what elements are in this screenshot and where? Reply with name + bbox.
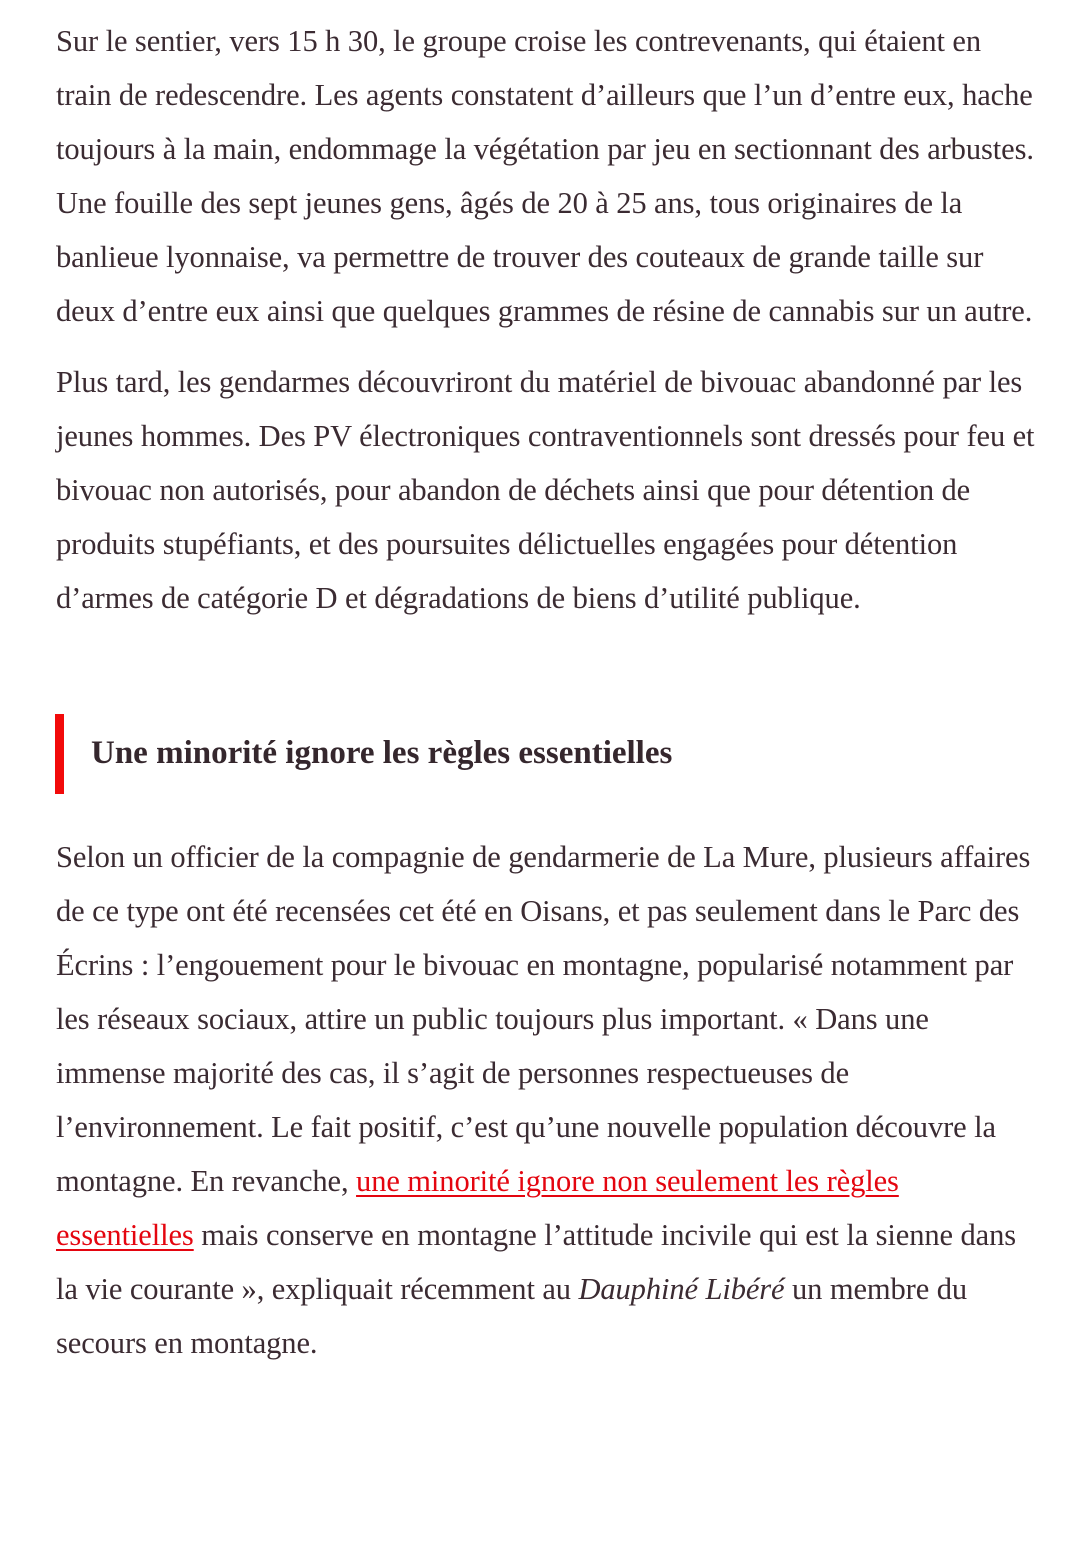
inline-article-link[interactable]: une minorité ignore non seulement les règles essentielles xyxy=(56,1164,899,1252)
paragraph-text: mais conserve en montagne l’attitude incivile qui est la sienne dans la vie courante », expliquait récemment au xyxy=(56,1218,1017,1306)
paragraph: Plus tard, les gendarmes découvriront du matériel de bivouac abandonné par les jeunes hommes. Des PV électroniques contraventionnels sont dressés pour feu et bivouac non autorisés, pour abandon de déchets ainsi que pour détention de produits stupéfiants, et des poursuites délictuelles engagées pour détention d’armes de catégorie D et dégradations de biens d’utilité publique. xyxy=(56,365,1035,615)
section-heading-text: Une minorité ignore les règles essentielles xyxy=(91,735,673,772)
paragraph xyxy=(56,830,1035,1370)
source-publication-name: Dauphiné Libéré xyxy=(578,1272,785,1306)
paragraph-text: Selon un officier de la compagnie de gendarmerie de La Mure, plusieurs affaires de ce type ont été recensées cet été en Oisans, et pas seulement dans le Parc des Écrins : l’engouement pour le bivouac en montagne, popularisé notamment par les réseaux sociaux, attire un public toujours plus important. « Dans une immense majorité des cas, il s’agit de personnes respectueuses de l’environnement. Le fait positif, c’est qu’une nouvelle population découvre la montagne. En revanche, xyxy=(56,840,1031,1198)
paragraph-text: un membre du secours en montagne. xyxy=(56,1272,968,1360)
section-heading xyxy=(56,714,1035,794)
paragraph: Sur le sentier, vers 15 h 30, le groupe croise les contrevenants, qui étaient en train de redescendre. Les agents constatent d’ailleurs que l’un d’entre eux, hache toujours à la main, endommage la végétation par jeu en sectionnant des arbustes. Une fouille des sept jeunes gens, âgés de 20 à 25 ans, tous originaires de la banlieue lyonnaise, va permettre de trouver des couteaux de grande taille sur deux d’entre eux ainsi que quelques grammes de résine de cannabis sur un autre. xyxy=(56,24,1034,328)
heading-accent-bar xyxy=(55,714,64,794)
